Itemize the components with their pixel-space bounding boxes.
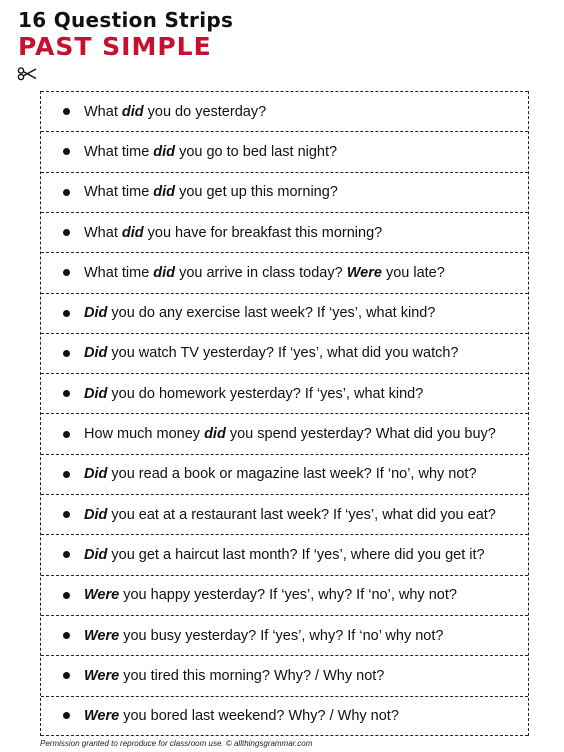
bullet-icon xyxy=(63,551,70,558)
bullet-icon xyxy=(63,269,70,276)
question-fragment: What xyxy=(84,224,122,241)
question-fragment: you go to bed last night? xyxy=(175,143,338,160)
question-text xyxy=(84,587,457,603)
emphasis-verb: Were xyxy=(84,587,120,604)
question-fragment: you happy yesterday? If ‘yes’, why? If ‘no’, why not? xyxy=(119,587,457,604)
question-fragment: What time xyxy=(84,143,154,160)
scissors-icon xyxy=(17,66,37,82)
question-fragment: you spend yesterday? What did you buy? xyxy=(225,426,496,443)
question-strip xyxy=(41,333,528,373)
question-strip xyxy=(41,615,528,655)
question-text xyxy=(84,386,423,402)
question-fragment: you watch TV yesterday? If ‘yes’, what did you watch? xyxy=(107,345,459,362)
emphasis-verb: Were xyxy=(84,627,120,644)
question-fragment: What time xyxy=(84,184,154,201)
page-header xyxy=(18,8,233,62)
question-strip xyxy=(41,252,528,292)
question-strip xyxy=(41,212,528,252)
permission-footer: Permission granted to reproduce for classroom use. © allthingsgrammar.com xyxy=(40,739,313,748)
question-fragment: you do homework yesterday? If ‘yes’, what kind? xyxy=(107,385,424,402)
question-fragment: How much money xyxy=(84,426,205,443)
question-strip xyxy=(41,293,528,333)
emphasis-verb: Were xyxy=(346,264,382,281)
question-text xyxy=(84,466,477,482)
question-text xyxy=(84,144,337,160)
question-fragment: What xyxy=(84,103,122,120)
question-strips xyxy=(40,91,529,736)
question-text xyxy=(84,426,496,442)
page-title: 16 Question Strips xyxy=(18,8,234,32)
question-fragment: you get a haircut last month? If ‘yes’, where did you get it? xyxy=(107,546,485,563)
bullet-icon xyxy=(63,431,70,438)
emphasis-verb: Did xyxy=(84,546,108,563)
bullet-icon xyxy=(63,108,70,115)
question-text xyxy=(84,507,496,523)
question-text xyxy=(84,547,485,563)
question-strip xyxy=(41,454,528,494)
question-fragment: you tired this morning? Why? / Why not? xyxy=(119,667,385,684)
question-fragment: you arrive in class today? xyxy=(175,264,347,281)
question-text xyxy=(84,225,382,241)
bullet-icon xyxy=(63,189,70,196)
emphasis-verb: Did xyxy=(84,305,108,322)
bullet-icon xyxy=(63,229,70,236)
bullet-icon xyxy=(63,350,70,357)
question-strip xyxy=(41,91,528,131)
question-strip xyxy=(41,131,528,171)
question-text xyxy=(84,668,384,684)
emphasis-verb: did xyxy=(153,264,176,281)
emphasis-verb: Did xyxy=(84,466,108,483)
bullet-icon xyxy=(63,471,70,478)
emphasis-verb: did xyxy=(153,143,176,160)
question-strip xyxy=(41,534,528,574)
emphasis-verb: did xyxy=(121,224,144,241)
bullet-icon xyxy=(63,310,70,317)
emphasis-verb: Did xyxy=(84,506,108,523)
question-text xyxy=(84,305,435,321)
question-fragment: you have for breakfast this morning? xyxy=(143,224,383,241)
emphasis-verb: Did xyxy=(84,385,108,402)
question-strip xyxy=(41,172,528,212)
question-strip xyxy=(41,494,528,534)
question-text xyxy=(84,184,338,200)
bullet-icon xyxy=(63,712,70,719)
emphasis-verb: did xyxy=(153,184,176,201)
question-fragment: you eat at a restaurant last week? If ‘yes’, what did you eat? xyxy=(107,506,496,523)
question-strip xyxy=(41,575,528,615)
emphasis-verb: did xyxy=(204,426,226,443)
bullet-icon xyxy=(63,390,70,397)
question-fragment: you do any exercise last week? If ‘yes’, what kind? xyxy=(107,305,436,322)
bullet-icon xyxy=(63,672,70,679)
question-fragment: you do yesterday? xyxy=(143,103,267,120)
question-fragment: What time xyxy=(84,264,154,281)
question-text xyxy=(84,708,399,724)
emphasis-verb: Were xyxy=(84,667,120,684)
bullet-icon xyxy=(63,511,70,518)
question-fragment: you busy yesterday? If ‘yes’, why? If ‘no’ why not? xyxy=(119,627,444,644)
question-strip xyxy=(41,655,528,695)
question-text xyxy=(84,628,443,644)
page-subtitle: PAST SIMPLE xyxy=(18,32,212,61)
question-strip xyxy=(41,413,528,453)
question-fragment: you read a book or magazine last week? If ‘no’, why not? xyxy=(107,466,477,483)
bullet-icon xyxy=(63,148,70,155)
emphasis-verb: did xyxy=(121,103,144,120)
bullet-icon xyxy=(63,632,70,639)
question-strip xyxy=(41,373,528,413)
question-fragment: you late? xyxy=(381,264,445,281)
emphasis-verb: Were xyxy=(84,707,120,724)
question-fragment: you bored last weekend? Why? / Why not? xyxy=(119,707,399,724)
question-strip xyxy=(41,696,528,736)
question-fragment: you get up this morning? xyxy=(175,184,338,201)
bullet-icon xyxy=(63,592,70,599)
question-text xyxy=(84,104,266,120)
question-text xyxy=(84,265,445,281)
question-text xyxy=(84,345,459,361)
emphasis-verb: Did xyxy=(84,345,108,362)
